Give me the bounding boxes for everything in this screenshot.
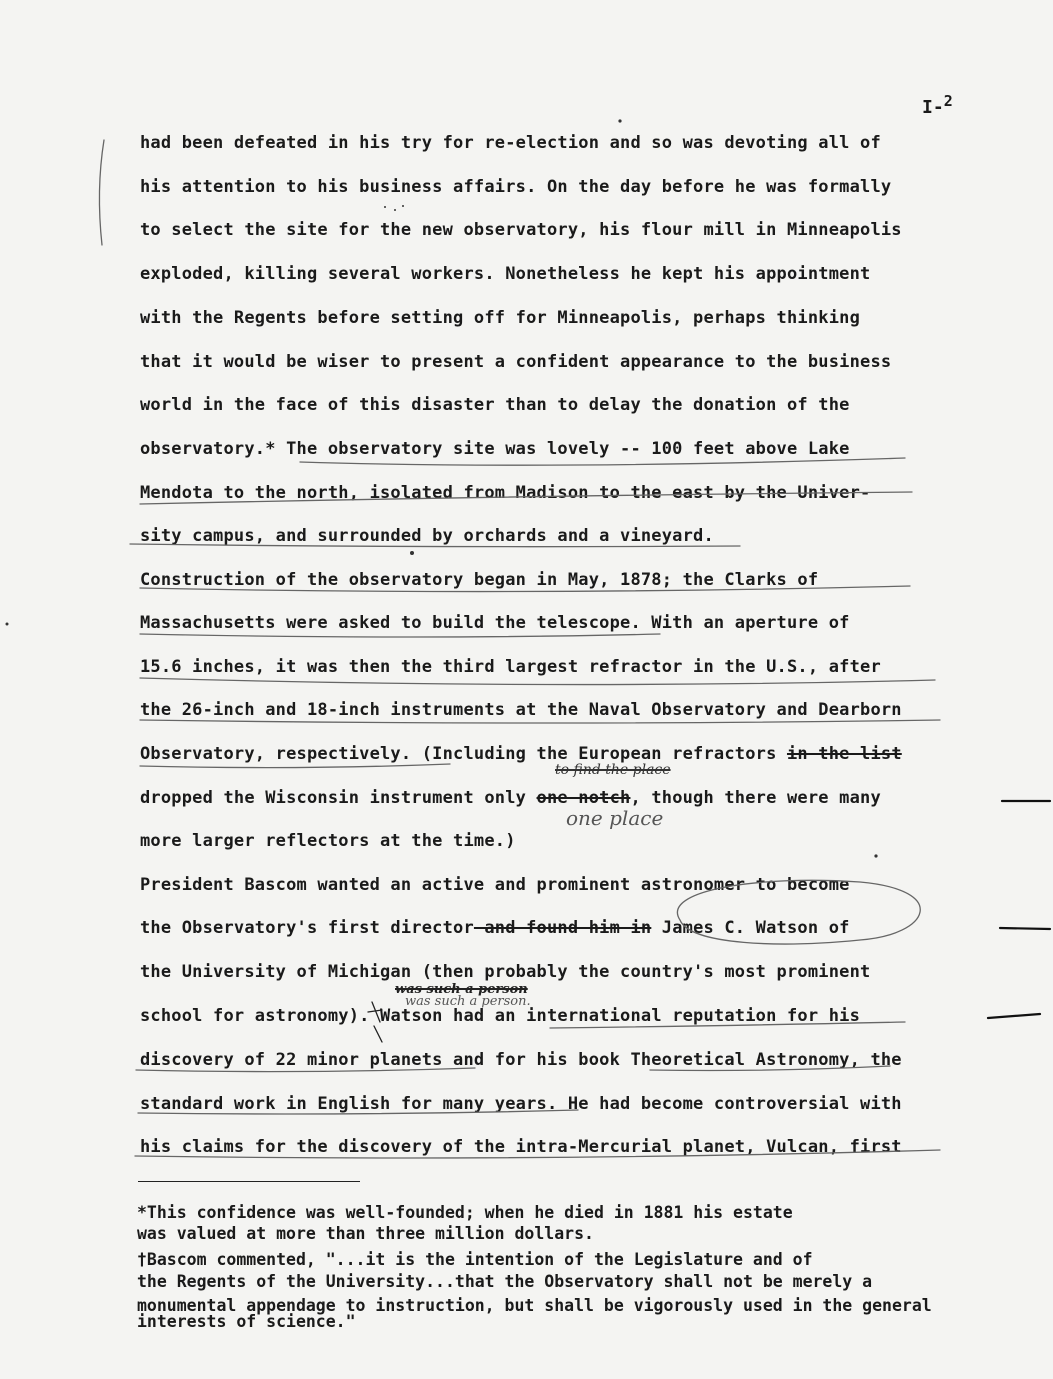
typed-line: Observatory, respectively. (Including the European refractors in the list (140, 744, 902, 764)
ink-speck (410, 551, 414, 555)
typed-line: school for astronomy). Watson had an international reputation for his (140, 1006, 861, 1026)
handwritten-insertion: to find the place (555, 762, 671, 778)
page-number: I-$^2$ (922, 92, 953, 118)
typed-line: the University of Michigan (then probably the country's most prominent (140, 962, 871, 982)
typed-line: that it would be wiser to present a confident appearance to the business (140, 352, 892, 372)
struck-text: in the list (786, 744, 902, 764)
typed-line: the 26-inch and 18-inch instruments at the Naval Observatory and Dearborn (140, 700, 902, 720)
typed-line: more larger reflectors at the time.) (140, 831, 516, 851)
footnote-line: *This confidence was well-founded; when he died in 1881 his estate (137, 1203, 793, 1222)
struck-text: and found him in (473, 918, 652, 938)
struck-text: one notch (536, 788, 631, 808)
underline-mark (140, 678, 935, 685)
typed-line: Construction of the observatory began in May, 1878; the Clarks of (140, 570, 819, 590)
footnote-line: was valued at more than three million dollars. (137, 1224, 594, 1243)
typed-line: President Bascom wanted an active and prominent astronomer to become (140, 875, 850, 895)
footnote-line: the Regents of the University...that the Observatory shall not be merely a (137, 1272, 873, 1291)
typed-line: observatory.* The observatory site was lovely -- 100 feet above Lake (140, 439, 850, 459)
ink-speck (384, 206, 386, 208)
handwritten-insertion: was such a person (395, 982, 528, 997)
underline-mark (300, 458, 905, 465)
typed-line: dropped the Wisconsin instrument only one notch, though there were many (140, 788, 881, 808)
footnote-rule (138, 1181, 360, 1182)
footnote-line: monumental appendage to instruction, but shall be vigorously used in the general (137, 1296, 932, 1315)
ink-speck (6, 623, 9, 626)
margin-dash (988, 1014, 1040, 1018)
ink-speck (394, 209, 396, 211)
handwritten-insertion: was such a person. (405, 994, 531, 1009)
ink-speck (874, 854, 877, 857)
typed-line: the Observatory's first director and found him in James C. Watson of (140, 918, 850, 938)
underline-mark (140, 720, 940, 723)
typed-line: exploded, killing several workers. Nonetheless he kept his appointment (140, 264, 871, 284)
typed-line: Massachusetts were asked to build the telescope. With an aperture of (140, 613, 850, 633)
typed-line: to select the site for the new observatory, his flour mill in Minneapolis (140, 220, 902, 240)
typed-line: his claims for the discovery of the intra-Mercurial planet, Vulcan, first (140, 1137, 902, 1157)
typed-line: world in the face of this disaster than to delay the donation of the (140, 395, 850, 415)
handwritten-insertion: one place (566, 806, 664, 830)
typed-line: standard work in English for many years. He had become controversial with (140, 1094, 902, 1114)
typed-line: discovery of 22 minor planets and for his book Theoretical Astronomy, the (140, 1050, 902, 1070)
typed-line: sity campus, and surrounded by orchards and a vineyard. (140, 526, 714, 546)
margin-dash (1000, 928, 1050, 929)
typed-line: his attention to his business affairs. On the day before he was formally (140, 177, 892, 197)
ink-speck (618, 119, 621, 122)
footnote-line: †Bascom commented, "...it is the intention of the Legislature and of (137, 1250, 813, 1269)
underline-mark (140, 634, 660, 637)
footnote-line: interests of science." (137, 1312, 356, 1331)
underline-mark (140, 764, 450, 768)
ink-speck (402, 205, 404, 207)
typed-line: with the Regents before setting off for Minneapolis, perhaps thinking (140, 308, 861, 328)
typed-line: had been defeated in his try for re-election and so was devoting all of (140, 133, 881, 153)
margin-bracket (99, 140, 104, 245)
typed-line: 15.6 inches, it was then the third largest refractor in the U.S., after (140, 657, 881, 677)
typed-line: Mendota to the north, isolated from Madison to the east by the Univer- (140, 483, 871, 503)
